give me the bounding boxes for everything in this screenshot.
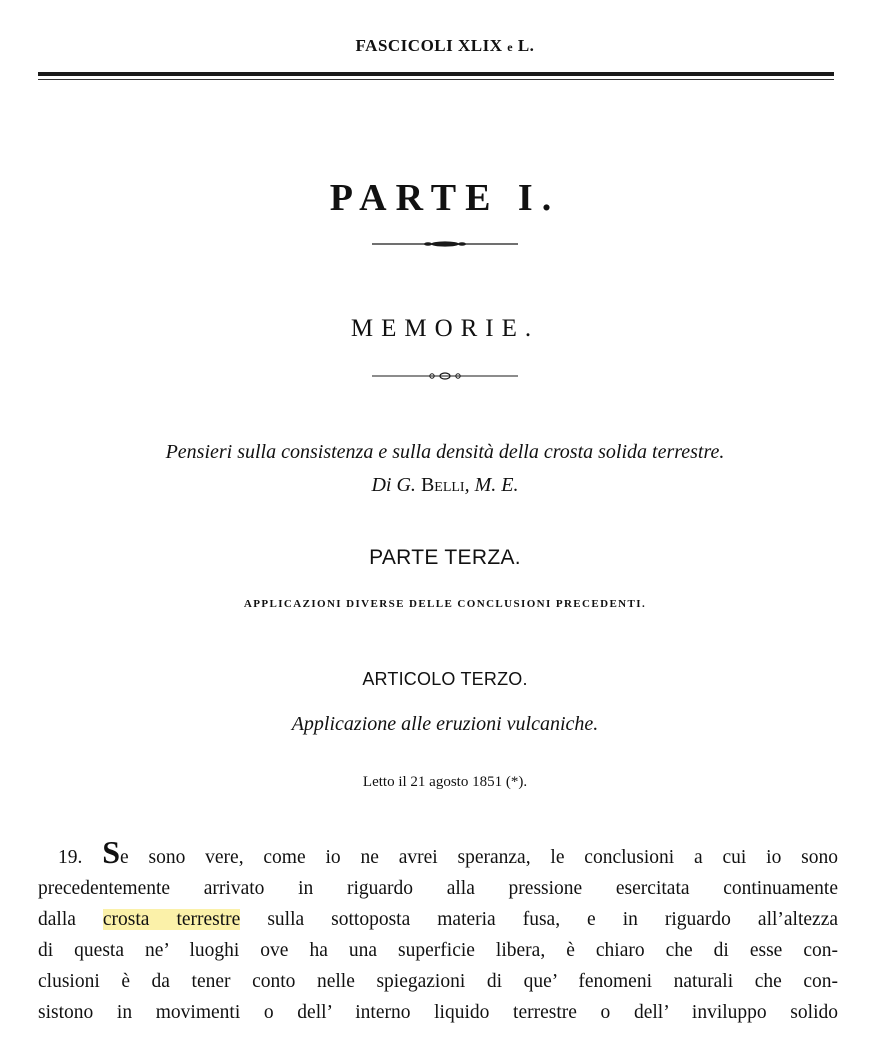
ornament-divider-2	[0, 370, 890, 382]
header-rule-thick	[38, 72, 834, 76]
author-prefix: Di G.	[371, 474, 416, 496]
drop-cap: S	[102, 834, 120, 870]
body-line-3	[38, 904, 838, 935]
part-title: PARTE I.	[329, 177, 561, 219]
running-head-e: e	[507, 40, 514, 54]
body-line-2: precedentemente arrivato in riguardo alla pressione esercitata continuamente	[38, 878, 838, 899]
article-subject: Pensieri sulla consistenza e sulla densità della crosta solida terrestre.	[165, 441, 725, 463]
author-name: Belli	[420, 474, 465, 496]
body-line-1	[38, 834, 838, 873]
article-heading: ARTICOLO TERZO.	[362, 669, 528, 689]
body-line-3-after: sulla sottoposta materia fusa, e in riguardo all’altezza	[267, 909, 839, 930]
part-heading: PARTE TERZA.	[369, 546, 521, 569]
article-section-title: Applicazione alle eruzioni vulcaniche.	[291, 713, 599, 735]
running-head	[0, 36, 890, 56]
running-head-end: L.	[517, 36, 535, 55]
header-rule-thin	[38, 79, 834, 80]
ornament-divider-1	[0, 238, 890, 250]
highlighted-text[interactable]: crosta terrestre	[102, 909, 241, 930]
author-suffix: , M. E.	[464, 474, 519, 496]
paragraph-number: 19.	[58, 847, 83, 868]
article-author	[0, 474, 890, 497]
body-line-6: sistono in movimenti o dell’ interno liquido terrestre o dell’ inviluppo solido	[38, 1002, 838, 1023]
part-subtitle: APPLICAZIONI DIVERSE DELLE CONCLUSIONI PRECEDENTI.	[243, 598, 647, 610]
body-line-5: clusioni è da tener conto nelle spiegazioni di que’ fenomeni naturali che con-	[38, 971, 838, 992]
body-line-1-text: e sono vere, come io ne avrei speranza, le conclusioni a cui io sono	[120, 847, 838, 868]
read-date: Letto il 21 agosto 1851 (*).	[362, 774, 528, 790]
body-line-3-before: dalla	[38, 909, 76, 930]
running-head-main: FASCICOLI XLIX	[355, 36, 503, 55]
section-memorie: MEMORIE.	[350, 315, 540, 342]
body-line-4: di questa ne’ luoghi ove ha una superficie libera, è chiaro che di esse con-	[38, 940, 838, 961]
